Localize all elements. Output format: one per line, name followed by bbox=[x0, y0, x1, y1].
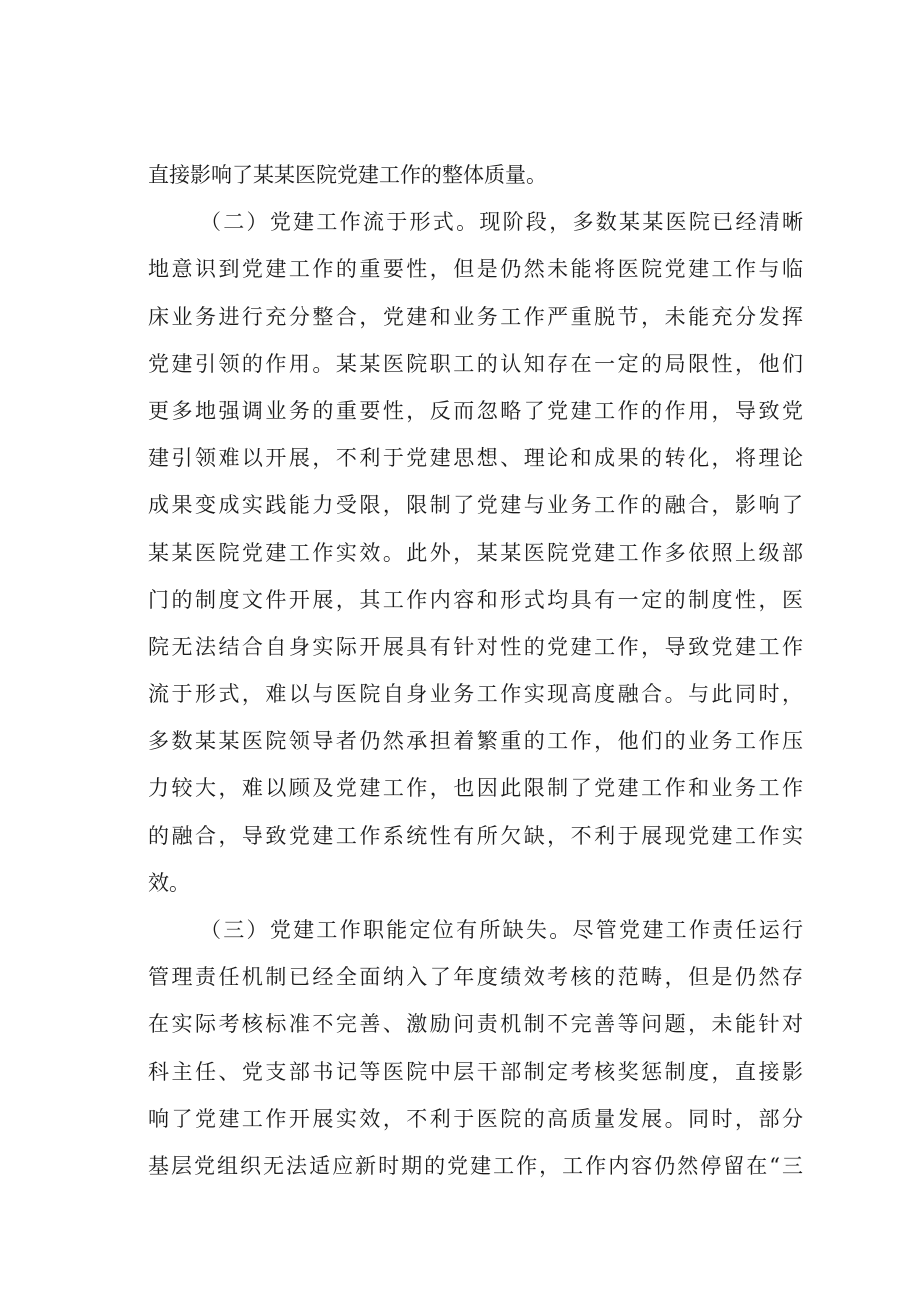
text-line: 力较大，难以顾及党建工作，也因此限制了党建工作和业务工作 bbox=[148, 776, 803, 801]
section-heading-line: （三）党建工作职能定位有所缺失。尽管党建工作责任运行 bbox=[200, 918, 803, 942]
text-line: 效。 bbox=[148, 870, 190, 895]
document-body bbox=[148, 152, 803, 1190]
section-heading-line: （二）党建工作流于形式。现阶段，多数某某医院已经清晰 bbox=[200, 210, 803, 235]
text-line: 的融合，导致党建工作系统性有所欠缺，不利于展现党建工作实 bbox=[148, 823, 803, 848]
text-line: 多数某某医院领导者仍然承担着繁重的工作，他们的业务工作压 bbox=[148, 729, 803, 754]
text-line: 管理责任机制已经全面纳入了年度绩效考核的范畴，但是仍然存 bbox=[148, 965, 803, 990]
text-line: 流于形式，难以与医院自身业务工作实现高度融合。与此同时， bbox=[148, 682, 803, 707]
text-line: 在实际考核标准不完善、激励问责机制不完善等问题，未能针对 bbox=[148, 1012, 803, 1037]
text-line: 某某医院党建工作实效。此外，某某医院党建工作多依照上级部 bbox=[148, 540, 803, 565]
text-line: 建引领难以开展，不利于党建思想、理论和成果的转化，将理论 bbox=[148, 446, 803, 471]
text-line: 地意识到党建工作的重要性，但是仍然未能将医院党建工作与临 bbox=[148, 257, 803, 282]
text-line: 基层党组织无法适应新时期的党建工作，工作内容仍然停留在“三 bbox=[148, 1153, 803, 1178]
text-line: 院无法结合自身实际开展具有针对性的党建工作，导致党建工作 bbox=[148, 634, 803, 659]
text-line: 成果变成实践能力受限，限制了党建与业务工作的融合，影响了 bbox=[148, 493, 803, 518]
text-line: 响了党建工作开展实效，不利于医院的高质量发展。同时，部分 bbox=[148, 1106, 803, 1131]
text-line: 党建引领的作用。某某医院职工的认知存在一定的局限性，他们 bbox=[148, 351, 803, 376]
text-line: 直接影响了某某医院党建工作的整体质量。 bbox=[148, 163, 547, 187]
text-line: 门的制度文件开展，其工作内容和形式均具有一定的制度性，医 bbox=[148, 587, 803, 612]
text-line: 更多地强调业务的重要性，反而忽略了党建工作的作用，导致党 bbox=[148, 398, 803, 423]
text-line: 科主任、党支部书记等医院中层干部制定考核奖惩制度，直接影 bbox=[148, 1059, 803, 1084]
text-line: 床业务进行充分整合，党建和业务工作严重脱节，未能充分发挥 bbox=[148, 304, 803, 329]
